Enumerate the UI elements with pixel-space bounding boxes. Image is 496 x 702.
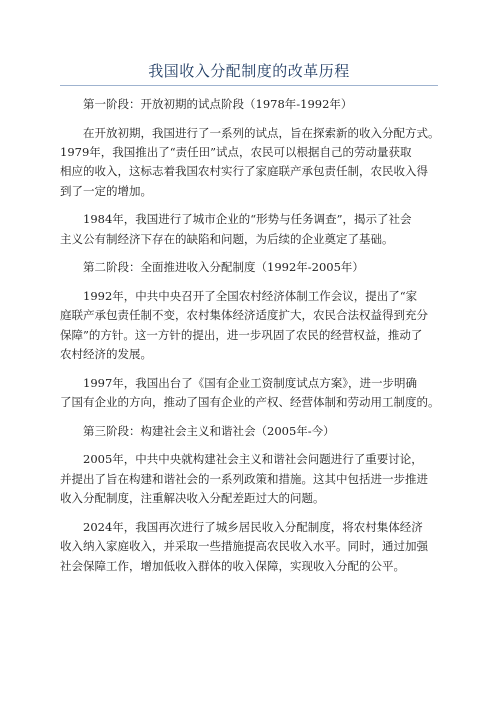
paragraph-line: 在开放初期，我国进行了一系列的试点，旨在探索新的收入分配方式。 — [83, 125, 440, 140]
paragraph-line: 了国有企业的方向，推动了国有企业的产权、经营体制和劳动用工制度的。 — [60, 395, 440, 410]
paragraph-line: 2024年，我国再次进行了城乡居民收入分配制度，将农村集体经济 — [83, 519, 423, 534]
paragraph — [60, 210, 438, 249]
paragraph — [60, 124, 438, 202]
document-title: 我国收入分配制度的改革历程 — [148, 62, 350, 80]
paragraph-line: 第二阶段：全面推进收入分配制度（1992年-2005年） — [83, 260, 364, 275]
document-body — [60, 95, 438, 576]
paragraph-line: 农村经济的发展。 — [60, 347, 152, 362]
paragraph-line: 保障”的方针。这一方针的提出，进一步巩固了农民的经营权益，推动了 — [60, 327, 423, 342]
paragraph-line: 到了一定的增加。 — [60, 183, 152, 198]
paragraph-line: 相应的收入，这标志着我国农村实行了家庭联产承包责任制，农民收入得 — [60, 164, 428, 179]
paragraph-line: 收入分配制度，注重解决收入分配差距过大的问题。 — [60, 491, 325, 506]
paragraph-line: 2005年，中共中央就构建社会主义和谐社会问题进行了重要讨论， — [83, 452, 423, 467]
paragraph-line: 1979年，我国推出了“责任田”试点，农民可以根据自己的劳动量获取 — [60, 145, 412, 159]
paragraph-line: 第三阶段：构建社会主义和谐社会（2005年-今） — [83, 423, 335, 438]
paragraph-line: 1997年，我国出台了《国有企业工资制度试点方案》，进一步明确 — [83, 375, 418, 390]
paragraph — [60, 95, 438, 114]
title-underline — [60, 85, 438, 86]
paragraph-line: 主义公有制经济下存在的缺陷和问题，为后续的企业奠定了基础。 — [60, 231, 394, 246]
paragraph-line: 第一阶段：开放初期的试点阶段（1978年-1992年） — [83, 97, 353, 111]
paragraph-line: 庭联产承包责任制不变，农村集体经济适度扩大，农民合法权益得到充分 — [60, 308, 428, 323]
paragraph-line: 社会保障工作，增加低收入群体的收入保障，实现收入分配的公平。 — [60, 558, 405, 573]
paragraph-line: 并提出了旨在构建和谐社会的一系列政策和措施。这其中包括进一步推进 — [60, 471, 428, 486]
paragraph-line: 1984年，我国进行了城市企业的“形势与任务调查”，揭示了社会 — [83, 212, 412, 227]
paragraph-line: 1992年，中共中央召开了全国农村经济体制工作会议，提出了“家 — [83, 289, 418, 303]
paragraph — [60, 258, 438, 277]
paragraph — [60, 374, 438, 413]
paragraph — [60, 450, 438, 508]
paragraph — [60, 518, 438, 576]
paragraph — [60, 422, 438, 441]
paragraph-line: 收入纳入家庭收入，并采取一些措施提高农民收入水平。同时，通过加强 — [60, 539, 428, 554]
paragraph — [60, 287, 438, 365]
